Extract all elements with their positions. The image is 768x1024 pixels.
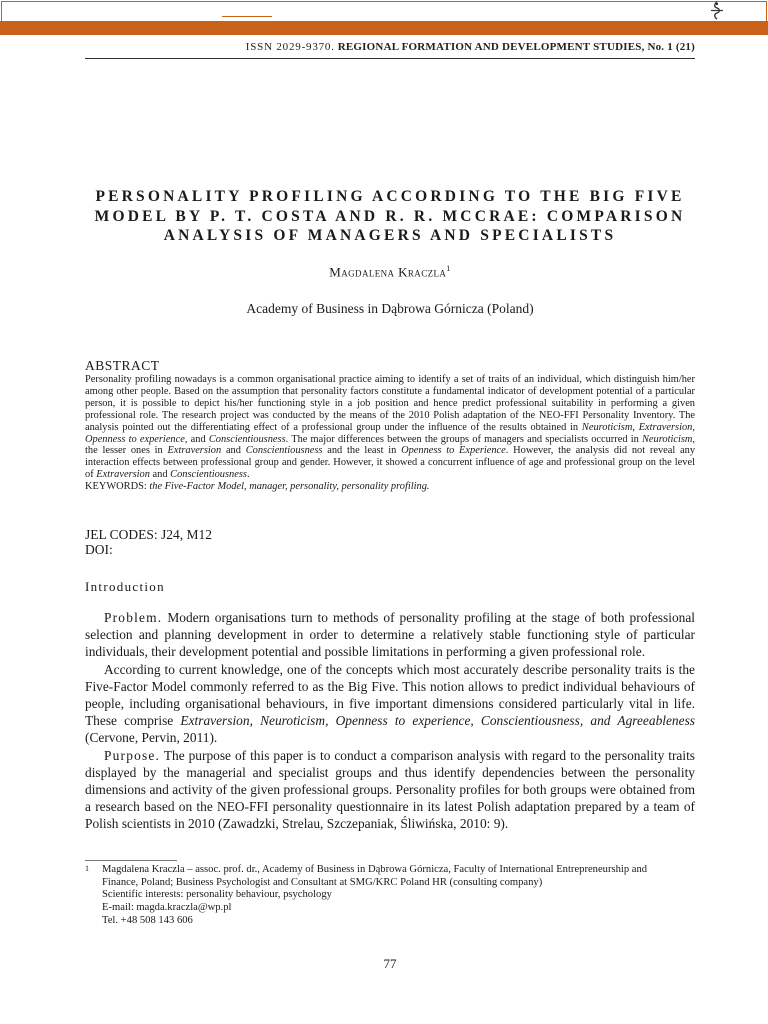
banner-tick-mark [222,16,272,17]
runin-purpose: Purpose. [104,747,161,763]
abstract-body [85,374,695,493]
issn-text: ISSN 2029-9370. [245,41,335,53]
abstract-paragraph: Personality profiling nowadays is a common organisational practice aiming to identify a set of traits of an individual, which distinguish him/her among other people. Based on the assumption that personality factors constitute a fundamental indicator of development potential of a particular person, it is possible to depict his/her functioning style in a job position and hence predict professional suitability in performing a given professional role. The research project was conducted by the means of the 2010 Polish adaptation of the NEO-FFI Personality Inventory. The analysis pointed out the differentiating effect of a professional group under the influence of the results obtained in Neuroticism, Extraversion, Openness to experience, and Conscientiousness. The major differences between the groups of managers and specialists occurred in Neuroticism, the lesser ones in Extraversion and Conscientiousness and the least in Openness to Experience. However, the analysis did not reveal any interaction effects between professional group and gender. However, it showed a concurrent influence of age and professional group on the level of Extraversion and Conscientiousness. [85,374,696,481]
journal-emblem-icon [708,1,726,20]
footnote-mark: 1 [85,864,89,873]
codes-block [85,527,212,557]
footnote-phone: Tel. +48 508 143 606 [102,914,193,926]
introduction-heading: Introduction [85,579,165,594]
doi-label: DOI: [85,542,113,557]
author-line [85,264,695,280]
author-affiliation: Academy of Business in Dąbrowa Górnicza (Poland) [246,301,534,316]
keywords-list: the Five-Factor Model, manager, personality, personality profiling. [146,481,430,493]
footnote-line-2: Finance, Poland; Business Psychologist and Consultant at SMG/KRC Poland HR (consulting company) [102,876,543,888]
abstract-heading: ABSTRACT [85,358,160,373]
title-line-1: PERSONALITY PROFILING ACCORDING TO THE BIG FIVE [95,188,685,205]
keywords-line [85,481,695,493]
paragraph-purpose: Purpose. The purpose of this paper is to conduct a comparison analysis with regard to the personality traits displayed by the managerial and specialist groups and thus identify dependencies between the personality dimensions and activity of the given professional groups. Personality profiles for both groups were obtained from a research based on the NEO-FFI personality questionnaire in its latest Polish adaptation prepared by a team of Polish scientists in 2010 (Zawadzki, Strelau, Szczepaniak, Śliwińska, 2010: 9). [85,747,695,832]
footnote-line-1: Magdalena Kraczla – assoc. prof. dr., Academy of Business in Dąbrowa Górnicza, Faculty of International Entrepreneurship and [102,864,648,875]
footnote-rule [85,860,177,861]
top-banner [0,0,768,35]
introduction-body [85,609,695,833]
page-number: 77 [383,956,397,971]
jel-codes: JEL CODES: J24, M12 [85,527,213,542]
header-rule [85,58,695,59]
author-name: Magdalena Kraczla [329,264,447,280]
title-line-3: ANALYSIS OF MANAGERS AND SPECIALISTS [163,227,617,244]
journal-name: REGIONAL FORMATION AND DEVELOPMENT STUDIES, No. 1 (21) [337,41,695,53]
keywords-label: KEYWORDS: [85,481,147,493]
footnote-line-3: Scientific interests: personality behaviour, psychology [102,889,332,901]
article-title [70,187,710,246]
author-footnote-mark: 1 [446,264,451,273]
paragraph-problem: Problem. Modern organisations turn to methods of personality profiling at the stage of both professional selection and planning development in order to determine a relatively stable functioning style of particular individuals, their development potential and possible limitations in performing a given professional role. [85,610,695,660]
journal-header [85,41,695,53]
footnote [85,864,695,928]
footnote-email: E-mail: magda.kraczla@wp.pl [102,902,232,914]
banner-frame [1,1,767,21]
paragraph-five-factor: According to current knowledge, one of the concepts which most accurately describe personality traits is the Five-Factor Model commonly referred to as the Big Five. This notion allows to predict individual behaviours of people, including organisational behaviours, in five important dimensions considered particularly vital in life. These comprise Extraversion, Neuroticism, Openness to experience, Conscientiousness, and Agreeableness (Cervone, Pervin, 2011). [85,661,695,746]
runin-problem: Problem. [104,610,163,625]
title-line-2: MODEL BY P. T. COSTA AND R. R. MCCRAE: COMPARISON [94,207,686,225]
